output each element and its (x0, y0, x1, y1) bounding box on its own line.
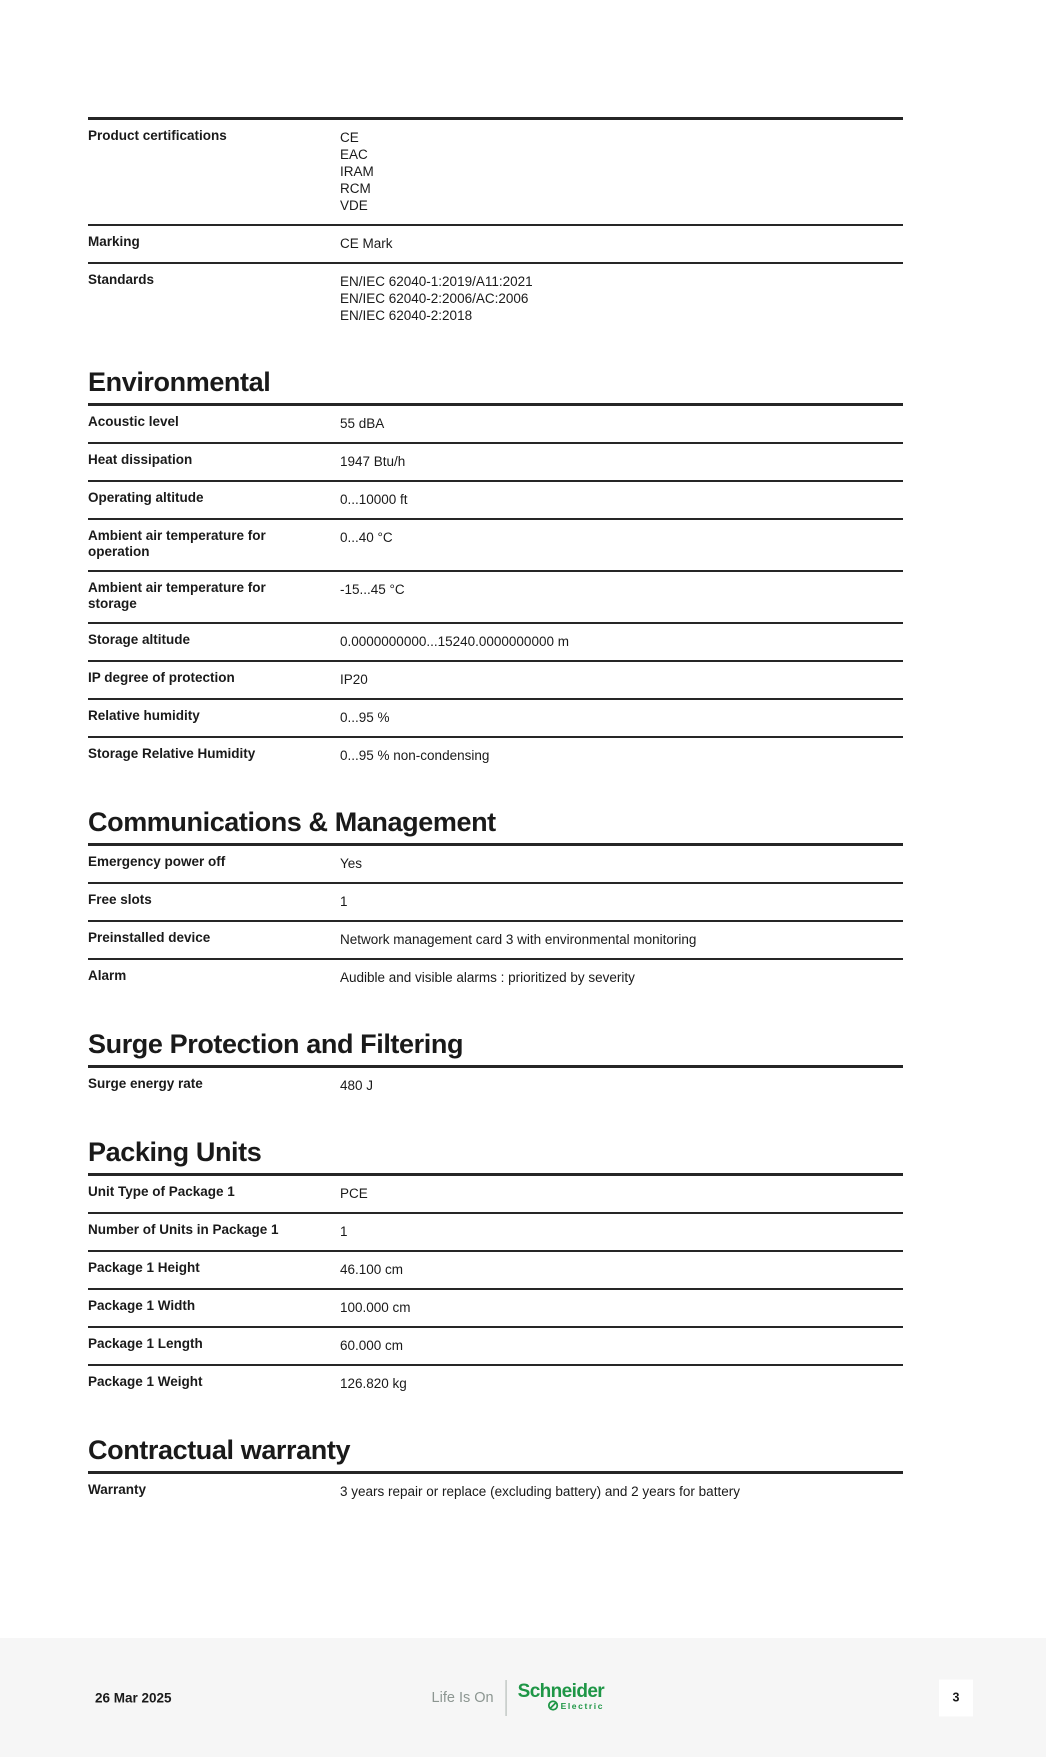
spec-label: Heat dissipation (88, 452, 193, 467)
spec-value (340, 892, 348, 910)
spec-value (340, 930, 696, 948)
spec-row (88, 660, 903, 698)
spec-value-line: IP20 (340, 672, 368, 687)
spec-value-line: 0...95 % non-condensing (340, 748, 490, 763)
spec-row (88, 1068, 903, 1104)
spec-value (340, 234, 393, 252)
section-heading: Contractual warranty (88, 1436, 903, 1474)
spec-value (340, 854, 362, 872)
spec-label: Number of Units in Package 1 (88, 1222, 279, 1237)
spec-value (340, 1222, 348, 1240)
spec-label: Acoustic level (88, 414, 179, 429)
spec-row (88, 920, 903, 958)
section-surge-protection-and-filtering (88, 1030, 903, 1104)
spec-row (88, 846, 903, 882)
spec-label: Package 1 Width (88, 1298, 196, 1313)
spec-table (88, 1474, 903, 1510)
spec-value (340, 1336, 403, 1354)
spec-label: Package 1 Length (88, 1336, 203, 1351)
section-communications-management (88, 808, 903, 996)
spec-value (340, 272, 533, 324)
spec-value-line: 126.820 kg (340, 1376, 407, 1391)
logo-divider (506, 1680, 507, 1716)
page-footer (0, 1638, 1046, 1757)
spec-label: Package 1 Weight (88, 1374, 203, 1389)
spec-label: Storage Relative Humidity (88, 746, 256, 761)
spec-label: Unit Type of Package 1 (88, 1184, 235, 1199)
spec-value-line: Audible and visible alarms : prioritized by severity (340, 970, 635, 985)
spec-row (88, 406, 903, 442)
spec-table (88, 406, 903, 774)
spec-value (340, 1260, 403, 1278)
spec-value-line: Yes (340, 856, 363, 871)
spec-value-line: 55 dBA (340, 416, 385, 431)
spec-value-line: 1947 Btu/h (340, 454, 406, 469)
spec-value-line: VDE (340, 198, 368, 213)
spec-value-line: 0.0000000000...15240.0000000000 m (340, 634, 569, 649)
spec-row (88, 736, 903, 774)
spec-row (88, 1176, 903, 1212)
spec-row (88, 958, 903, 996)
spec-table (88, 117, 903, 334)
spec-label: Preinstalled device (88, 930, 211, 945)
schneider-electric-logo (517, 1681, 605, 1711)
spec-label: Ambient air temperature for storage (88, 580, 266, 611)
spec-value-line: CE Mark (340, 236, 393, 251)
section-heading: Surge Protection and Filtering (88, 1030, 903, 1068)
spec-value (340, 1298, 411, 1316)
spec-row (88, 442, 903, 480)
section-heading: Communications & Management (88, 808, 903, 846)
spec-value (340, 452, 405, 470)
spec-value-line: 0...95 % (340, 710, 390, 725)
schneider-emblem-icon (548, 1700, 559, 1711)
spec-value (340, 528, 393, 546)
spec-value (340, 968, 635, 986)
schneider-wordmark: Schneider (517, 1681, 605, 1702)
spec-value (340, 580, 405, 598)
spec-row (88, 1250, 903, 1288)
spec-label: Package 1 Height (88, 1260, 200, 1275)
spec-row (88, 1326, 903, 1364)
spec-label: Emergency power off (88, 854, 226, 869)
spec-value-line: EN/IEC 62040-1:2019/A11:2021 (340, 274, 533, 289)
spec-value (340, 128, 374, 214)
spec-label: Relative humidity (88, 708, 200, 723)
spec-value (340, 632, 569, 650)
spec-value-line: CE (340, 130, 359, 145)
spec-content (88, 117, 903, 1510)
spec-value-line: EN/IEC 62040-2:2006/AC:2006 (340, 291, 529, 306)
spec-row (88, 622, 903, 660)
spec-row (88, 1288, 903, 1326)
spec-label: Standards (88, 272, 155, 287)
spec-row (88, 570, 903, 622)
page-number: 3 (952, 1690, 960, 1705)
spec-label: Ambient air temperature for operation (88, 528, 266, 559)
spec-label: Product certifications (88, 128, 227, 143)
spec-value-line: -15...45 °C (340, 582, 405, 597)
spec-value-line: 3 years repair or replace (excluding battery) and 2 years for battery (340, 1484, 740, 1499)
spec-table (88, 1176, 903, 1402)
section-heading: Packing Units (88, 1138, 903, 1176)
spec-row (88, 224, 903, 262)
spec-value-line: 1 (340, 1224, 348, 1239)
spec-value (340, 708, 390, 726)
spec-row (88, 1212, 903, 1250)
spec-value-line: 60.000 cm (340, 1338, 404, 1353)
spec-value (340, 746, 489, 764)
spec-label: Surge energy rate (88, 1076, 203, 1091)
section-heading: Environmental (88, 368, 903, 406)
spec-value (340, 490, 408, 508)
spec-value (340, 1374, 407, 1392)
spec-row (88, 1364, 903, 1402)
spec-value-line: 1 (340, 894, 348, 909)
spec-value (340, 670, 368, 688)
spec-table (88, 846, 903, 996)
spec-table (88, 1068, 903, 1104)
spec-value-line: 100.000 cm (340, 1300, 411, 1315)
spec-label: Warranty (88, 1482, 147, 1497)
spec-value-line: 0...40 °C (340, 530, 393, 545)
section-environmental (88, 368, 903, 774)
electric-wordmark: Electric (560, 1700, 605, 1711)
spec-label: Storage altitude (88, 632, 191, 647)
spec-row (88, 1474, 903, 1510)
spec-row (88, 480, 903, 518)
section-certifications (88, 117, 903, 334)
spec-row (88, 120, 903, 224)
spec-label: IP degree of protection (88, 670, 235, 685)
spec-value-line: IRAM (340, 164, 374, 179)
spec-value (340, 1076, 373, 1094)
section-contractual-warranty (88, 1436, 903, 1510)
spec-value-line: RCM (340, 181, 371, 196)
spec-value (340, 414, 384, 432)
spec-label: Free slots (88, 892, 152, 907)
spec-value-line: EAC (340, 147, 368, 162)
section-packing-units (88, 1138, 903, 1402)
life-is-on-tagline: Life Is On (431, 1689, 494, 1706)
spec-label: Alarm (88, 968, 127, 983)
spec-value-line: 480 J (340, 1078, 374, 1093)
footer-date: 26 Mar 2025 (95, 1690, 172, 1705)
spec-value-line: Network management card 3 with environmental monitoring (340, 932, 697, 947)
spec-value-line: PCE (340, 1186, 368, 1201)
spec-label: Marking (88, 234, 140, 249)
spec-value-line: 46.100 cm (340, 1262, 404, 1277)
spec-row (88, 882, 903, 920)
spec-value (340, 1482, 740, 1500)
spec-value-line: EN/IEC 62040-2:2018 (340, 308, 473, 323)
spec-row (88, 698, 903, 736)
spec-value-line: 0...10000 ft (340, 492, 408, 507)
schneider-brand-lockup (432, 1680, 605, 1716)
spec-value (340, 1184, 368, 1202)
spec-row (88, 262, 903, 334)
spec-label: Operating altitude (88, 490, 204, 505)
page-number-box (939, 1679, 973, 1716)
spec-row (88, 518, 903, 570)
